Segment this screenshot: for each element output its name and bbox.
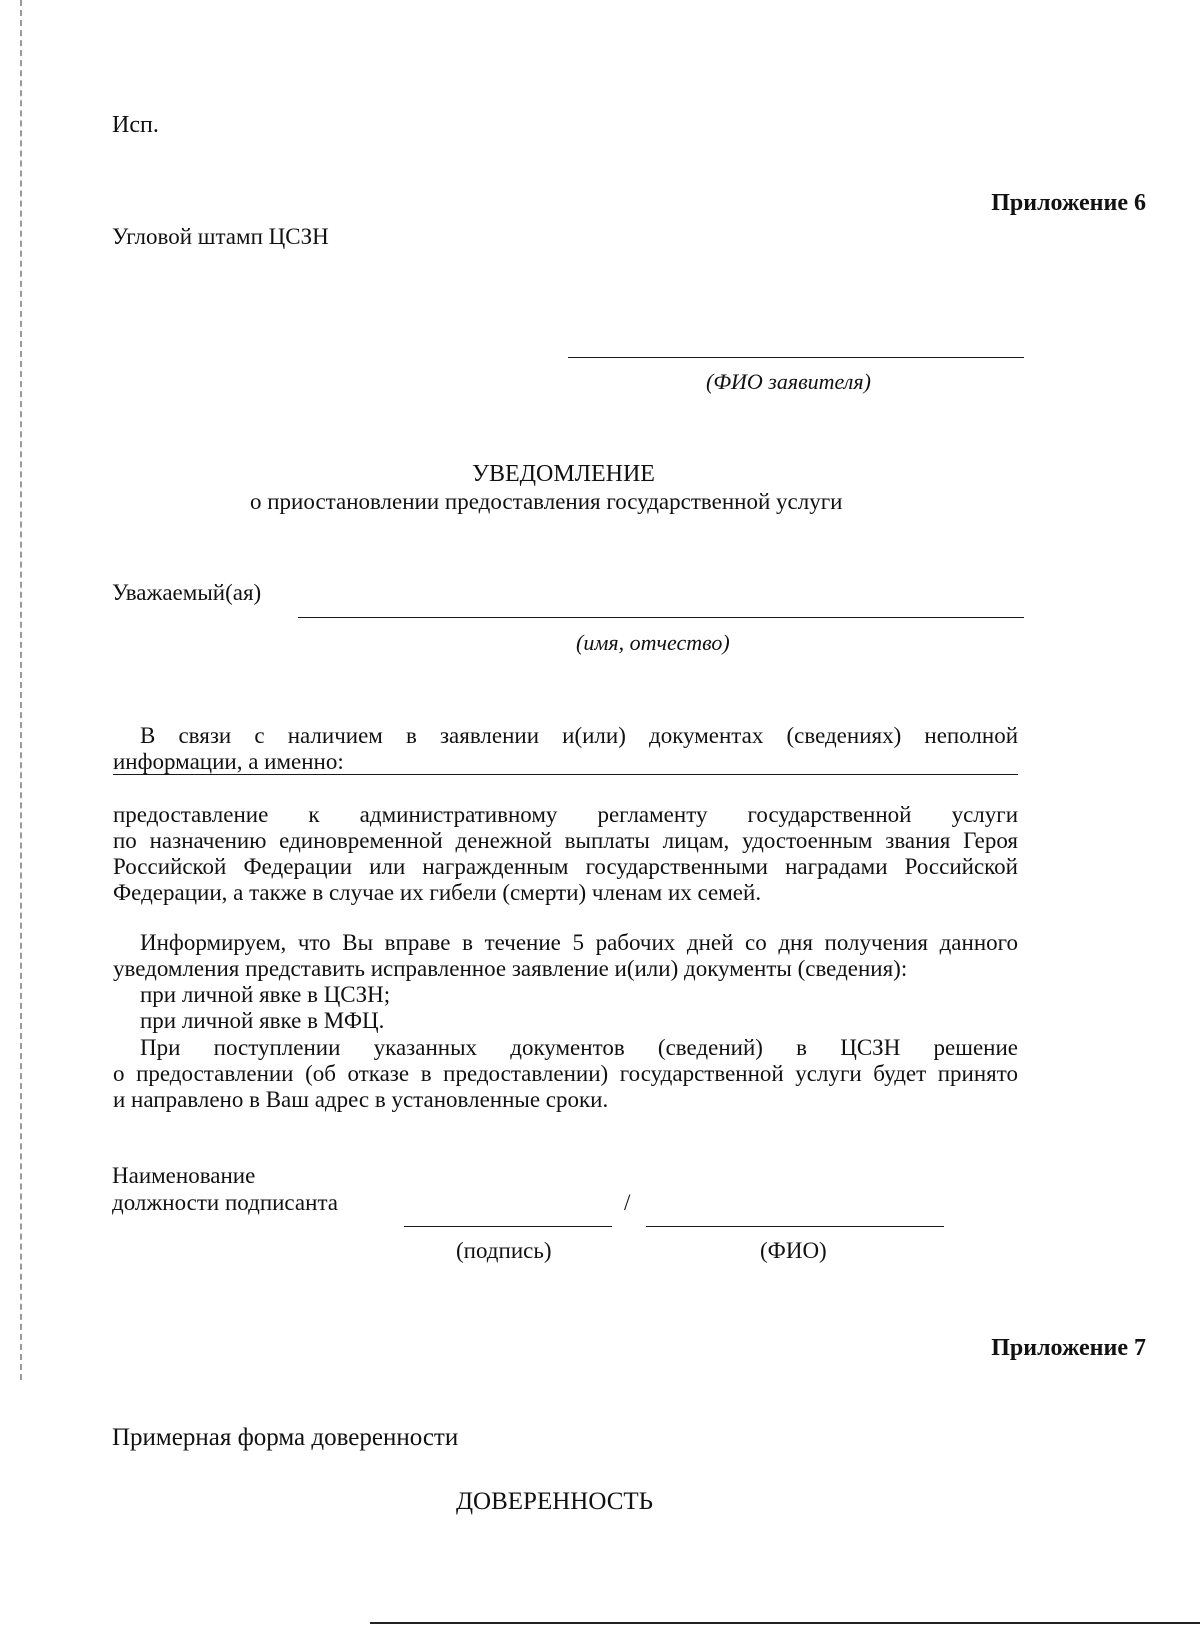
- decision-paragraph: При поступлении указанных документов (сведений) в ЦСЗН решение о предоставлении (об отказе в предоставлении) государственной услуги будет принято и направлено в Ваш адрес в установленные сроки.: [113, 1035, 1018, 1112]
- option-mfc: при личной явке в МФЦ.: [140, 1008, 385, 1033]
- incomplete-info-paragraph: В связи с наличием в заявлении и(или) документах (сведениях) неполной информации, а именно:: [113, 723, 1018, 774]
- applicant-name-caption: (ФИО заявителя): [706, 369, 871, 394]
- signer-name-caption: (ФИО): [760, 1238, 827, 1263]
- resubmission-paragraph: Информируем, что Вы вправе в течение 5 рабочих дней со дня получения данного уведомления представить исправленное заявление и(или) документы (сведения):: [113, 930, 1018, 981]
- details-line: [113, 774, 1018, 775]
- signature-slash: /: [624, 1190, 631, 1215]
- signer-position-label: Наименование: [112, 1163, 256, 1188]
- regulation-paragraph: предоставление к административному регламенту государственной услуги по назначению единовременной денежной выплаты лицам, удостоенным звания Героя Российской Федерации или награжденным государственными наградами Российской Федерации, а также в случае их гибели (смерти) членам их семей.: [113, 802, 1018, 905]
- executor-label: Исп.: [112, 112, 159, 138]
- signer-name-line: [646, 1226, 944, 1227]
- applicant-name-line: [568, 357, 1024, 358]
- appendix-6-label: Приложение 6: [991, 190, 1146, 216]
- notice-title: УВЕДОМЛЕНИЕ: [472, 461, 655, 487]
- option-csszn: при личной явке в ЦСЗН;: [140, 982, 391, 1007]
- signature-caption: (подпись): [456, 1238, 552, 1263]
- scan-margin-mark: [20, 0, 22, 1380]
- proxy-form-title: Примерная форма доверенности: [112, 1424, 459, 1451]
- appendix-7-label: Приложение 7: [991, 1335, 1146, 1361]
- signer-position-label-2: должности подписанта: [112, 1190, 338, 1215]
- notice-subtitle: о приостановлении предоставления государственной услуги: [250, 489, 843, 514]
- recipient-name-line: [298, 617, 1024, 618]
- corner-stamp-label: Угловой штамп ЦСЗН: [112, 224, 329, 249]
- greeting-label: Уважаемый(ая): [112, 580, 262, 605]
- signature-line: [404, 1226, 612, 1227]
- proxy-title: ДОВЕРЕННОСТЬ: [456, 1488, 653, 1515]
- recipient-name-caption: (имя, отчество): [576, 630, 730, 655]
- scan-bottom-edge: [370, 1622, 1200, 1624]
